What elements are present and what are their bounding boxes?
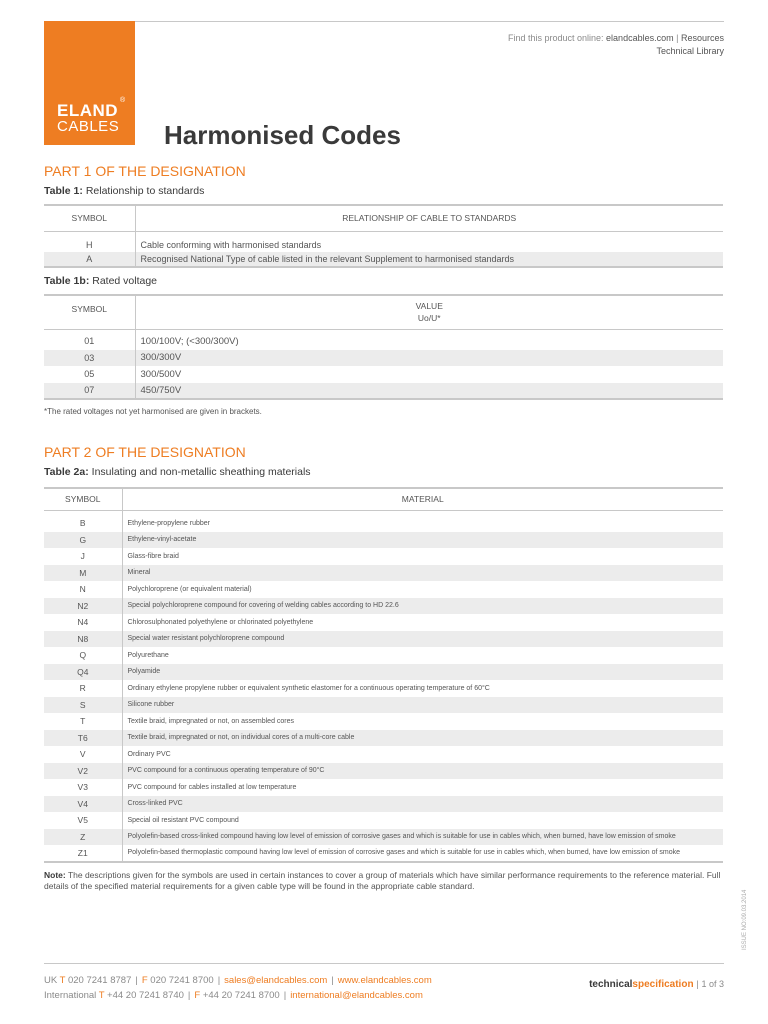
- uk-region: UK: [44, 975, 58, 986]
- intl-contact: International T +44 20 7241 8740 | F +44 20 7241 8700 | international@elandcables.com: [44, 990, 423, 1001]
- symbol-cell: 05: [44, 366, 135, 383]
- table-materials: [44, 487, 723, 863]
- col-symbol: SYMBOL: [44, 488, 122, 510]
- symbol-cell: T: [44, 713, 122, 730]
- material-cell: Textile braid, impregnated or not, on assembled cores: [127, 717, 295, 725]
- col-relationship: RELATIONSHIP OF CABLE TO STANDARDS: [342, 213, 517, 224]
- value-cell: 300/300V: [135, 350, 723, 367]
- material-cell: Polyurethane: [127, 651, 169, 659]
- uk-contact: UK T 020 7241 8787 | F 020 7241 8700 | sales@elandcables.com | www.elandcables.com: [44, 975, 432, 986]
- symbol-cell: 01: [44, 333, 135, 350]
- material-cell: Special oil resistant PVC compound: [127, 816, 239, 824]
- table-row: [44, 664, 723, 681]
- material-cell: Ordinary ethylene propylene rubber or equivalent synthetic elastomer for a continuous operating temperature of 60°C: [127, 684, 490, 692]
- uk-fax: 020 7241 8700: [150, 975, 214, 986]
- material-cell: Chlorosulphonated polyethylene or chlorinated polyethylene: [127, 618, 314, 626]
- note: [44, 870, 734, 891]
- resources-link[interactable]: Resources: [680, 33, 724, 43]
- material-cell: PVC compound for cables installed at low temperature: [127, 783, 297, 791]
- material-cell: Ordinary PVC: [127, 750, 171, 758]
- material-cell: Silicone rubber: [122, 697, 723, 714]
- note-text: The descriptions given for the symbols are used in certain instances to cover a group of materials which have similar performance requirements to the reference material. Full details of the specified material requirements for a given cable type will be found in the appropriate cable standard.: [44, 870, 721, 891]
- online-sep: |: [676, 33, 679, 43]
- table-row: [44, 532, 723, 549]
- page-number: 1 of 3: [701, 979, 724, 989]
- table2a-label-bold: Table 2a:: [44, 466, 89, 478]
- material-cell: Mineral: [122, 565, 723, 582]
- symbol-cell: G: [44, 532, 122, 549]
- desc-cell: Recognised National Type of cable listed in the relevant Supplement to harmonised standards: [135, 252, 723, 267]
- table-row: [44, 350, 723, 367]
- symbol-cell: J: [44, 548, 122, 565]
- table-row: [44, 237, 723, 252]
- symbol-cell: T6: [44, 730, 122, 747]
- symbol-cell: B: [44, 515, 122, 532]
- col-symbol: SYMBOL: [44, 295, 135, 329]
- logo-registered: ®: [120, 97, 126, 104]
- table1b-label-text: Rated voltage: [89, 275, 158, 287]
- table-row: [44, 697, 723, 714]
- table-row: [44, 829, 723, 846]
- table-row: [44, 647, 723, 664]
- symbol-cell: V2: [44, 763, 122, 780]
- symbol-cell: 03: [44, 350, 135, 367]
- symbol-cell: N8: [44, 631, 122, 648]
- table-row: [44, 581, 723, 598]
- uk-email-link[interactable]: sales@elandcables.com: [224, 975, 328, 986]
- table2a-label: [44, 466, 311, 478]
- table1b-label-bold: Table 1b:: [44, 275, 90, 287]
- intl-fax: +44 20 7241 8700: [202, 990, 280, 1001]
- table-row: [44, 252, 723, 267]
- voltage-footnote: *The rated voltages not yet harmonised are given in brackets.: [44, 407, 262, 416]
- tech-word: technical: [589, 979, 633, 990]
- symbol-cell: V3: [44, 779, 122, 796]
- material-cell: PVC compound for a continuous operating temperature of 90°C: [122, 763, 723, 780]
- value-unit-header: Uo/U*: [417, 313, 441, 324]
- table-row: [44, 631, 723, 648]
- material-cell: Special polychloroprene compound for covering of welding cables according to HD 22.6: [122, 598, 723, 615]
- symbol-cell: M: [44, 565, 122, 582]
- logo-line2: CABLES: [57, 118, 120, 135]
- uk-f-label: F: [141, 975, 148, 986]
- col-symbol: SYMBOL: [44, 205, 135, 231]
- table-row: [44, 366, 723, 383]
- issue-number: ISSUE NO:09.03.2014: [742, 889, 748, 950]
- material-cell: Polyolefin-based thermoplastic compound having low level of emission of corrosive gases and which is suitable for use in cables which, when burned, have low emission of smoke: [127, 849, 681, 857]
- uk-web-link[interactable]: www.elandcables.com: [337, 975, 432, 986]
- intl-region: International: [44, 990, 97, 1001]
- symbol-cell: 07: [44, 383, 135, 400]
- symbol-cell: R: [44, 680, 122, 697]
- table-row: [44, 845, 723, 862]
- material-cell: Textile braid, impregnated or not, on individual cores of a multi-core cable: [122, 730, 723, 747]
- material-cell: Glass-fibre braid: [127, 552, 179, 560]
- symbol-cell: V4: [44, 796, 122, 813]
- table2a-label-text: Insulating and non-metallic sheathing materials: [88, 466, 311, 478]
- symbol-cell: Q: [44, 647, 122, 664]
- table-row: [44, 680, 723, 697]
- table-row: [44, 779, 723, 796]
- symbol-cell: Z1: [44, 845, 122, 862]
- table-rated-voltage: [44, 294, 723, 400]
- symbol-cell: V5: [44, 812, 122, 829]
- desc-cell: Cable conforming with harmonised standards: [140, 239, 322, 250]
- uk-t-label: T: [59, 975, 66, 986]
- site-link[interactable]: elandcables.com: [606, 33, 674, 43]
- value-cell: 450/750V: [135, 383, 723, 400]
- intl-f-label: F: [194, 990, 201, 1001]
- technical-library-link[interactable]: Technical Library: [656, 46, 724, 56]
- online-prefix: Find this product online:: [507, 33, 604, 43]
- uk-phone[interactable]: 020 7241 8787: [67, 975, 132, 986]
- table-row: [44, 614, 723, 631]
- symbol-cell: S: [44, 697, 122, 714]
- table1-label-text: Relationship to standards: [82, 185, 205, 197]
- table-row: [44, 598, 723, 615]
- material-cell: Special water resistant polychloroprene compound: [122, 631, 723, 648]
- symbol-cell: N4: [44, 614, 122, 631]
- table-row: [44, 333, 723, 350]
- table-row: [44, 746, 723, 763]
- symbol-cell: Z: [44, 829, 122, 846]
- symbol-cell: H: [44, 237, 135, 252]
- spec-word: specification: [632, 979, 694, 990]
- table-row: [44, 548, 723, 565]
- logo-line1: ELAND: [57, 101, 119, 120]
- page-title: Harmonised Codes: [164, 120, 401, 150]
- intl-phone[interactable]: +44 20 7241 8740: [107, 990, 184, 1001]
- value-cell: 100/100V; (<300/300V): [140, 335, 239, 347]
- material-cell: Polychloroprene (or equivalent material): [127, 585, 252, 593]
- material-cell: Cross-linked PVC: [122, 796, 723, 813]
- material-cell: Ethylene-propylene rubber: [127, 519, 210, 527]
- table-relationship: [44, 204, 723, 268]
- symbol-cell: Q4: [44, 664, 122, 681]
- symbol-cell: A: [44, 252, 135, 267]
- value-header: VALUE: [415, 301, 443, 312]
- technical-specification-label: technicalspecification | 1 of 3: [589, 979, 724, 990]
- table1b-label: [44, 275, 157, 287]
- table-row: [44, 515, 723, 532]
- col-material: MATERIAL: [401, 494, 444, 505]
- table1-label: [44, 185, 204, 197]
- part2-heading: PART 2 OF THE DESIGNATION: [44, 444, 246, 460]
- col-value: [135, 295, 723, 329]
- top-rule: [44, 21, 724, 22]
- contact-footer: [44, 973, 432, 1003]
- intl-t-label: T: [98, 990, 105, 1001]
- symbol-cell: N: [44, 581, 122, 598]
- symbol-cell: N2: [44, 598, 122, 615]
- intl-email-link[interactable]: international@elandcables.com: [290, 990, 423, 1001]
- material-cell: Polyamide: [122, 664, 723, 681]
- table-row: [44, 713, 723, 730]
- table-row: [44, 565, 723, 582]
- eland-cables-logo: [44, 21, 135, 145]
- note-bold: Note:: [44, 870, 66, 880]
- table-row: [44, 812, 723, 829]
- table-row: [44, 383, 723, 400]
- value-cell: 300/500V: [140, 368, 182, 380]
- material-cell: Polyolefin-based cross-linked compound having low level of emission of corrosive gases and which is suitable for use in cables which, when burned, have low emission of smoke: [122, 829, 723, 846]
- table-row: [44, 730, 723, 747]
- part1-heading: PART 1 OF THE DESIGNATION: [44, 163, 246, 179]
- table-row: [44, 763, 723, 780]
- table1-label-bold: Table 1:: [44, 185, 83, 197]
- symbol-cell: V: [44, 746, 122, 763]
- table-row: [44, 796, 723, 813]
- material-cell: Ethylene-vinyl-acetate: [122, 532, 723, 549]
- bottom-rule: [44, 963, 724, 964]
- online-links: [508, 32, 724, 58]
